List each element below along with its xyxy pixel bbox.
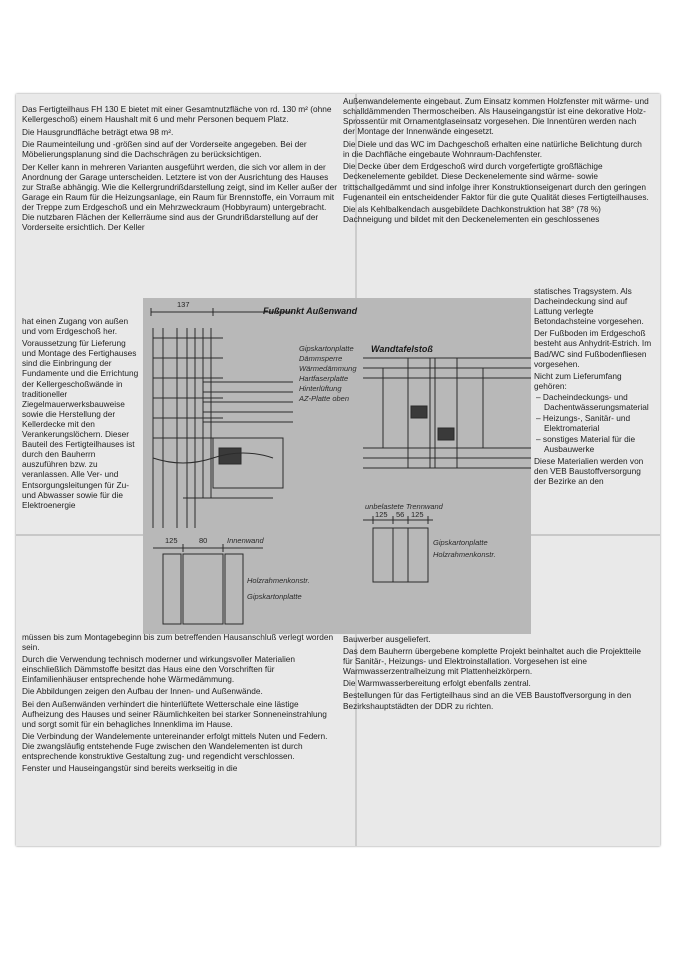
left-column	[22, 104, 340, 235]
scope-item: – Dacheindeckungs- und Dachentwässerungsmaterial	[536, 391, 649, 413]
label-partition-frame: Holzrahmenkonstr.	[433, 550, 496, 559]
ceiling-paragraph: Die Decke über dem Erdgeschoß wird durch vorgefertigte großflächige Deckenelemente gebildet. Diese Deckenelemente sind wärme- sowie trittschallgedämmt und sind infolge ihrer Konstruktionseigenart durch den geringen Fugenanteil ein entscheidender Faktor für die gute Qualität dieses Fertigteilhauses.	[343, 161, 649, 202]
dim-partition-2: 56	[396, 510, 405, 519]
insulation-text: Durch die Verwendung technisch moderner und wirkungsvoller Materialien einschließlich Dämmstoffe besitzt das Haus eine den Vorschriften für Einfamilienhäuser entsprechende hohe Wärmedämmung.	[22, 654, 296, 685]
title-inner-wall: Innenwand	[227, 536, 264, 545]
windows-paragraph: Außenwandelemente eingebaut. Zum Einsatz kommen Holzfenster mit wärme- und schalldämmenden Thermoscheiben. Als Hauseingangstür ist eine dekorative Holz-Sprossentür mit Ornamentglaseinsatz vorgesehen. Die Innentüren werden nach der Montage der Innenwände eingesetzt.	[343, 96, 649, 137]
prerequisites-text: Voraussetzung für Lieferung und Montage des Fertighauses sind die Einbringung der Fundamente und die Errichtung der Kellergeschoßwände in traditioneller Ziegelmauerwerksbauweise sowie die Herstellung der Kellerdecke mit den Verankerungslöchern. Dieser Bauteil des Fertigteilhauses ist durch den Bauherrn auszuführen bzw. zu veranlassen. Alle Ver- und Entsorgungsleitungen für Zu- und Abwasser sowie für die Elektroenergie	[22, 338, 139, 510]
supply-text: Diese Materialien werden von den VEB Baustoffversorgung der Bezirke an den	[534, 455, 644, 486]
dim-partition-3: 125	[411, 510, 424, 519]
title-partition: unbelastete Trennwand	[365, 502, 443, 511]
label-partition-gypsum: Gipskartonplatte	[433, 538, 488, 547]
bottom-right-column	[343, 634, 649, 713]
narrow-left-column	[22, 316, 140, 512]
dim-inner-2: 80	[199, 536, 208, 545]
bottom-left-column	[22, 632, 340, 775]
title-panel-joint: Wandtafelstoß	[371, 344, 433, 354]
floor-area-paragraph: Die Hausgrundfläche beträgt etwa 98 m².	[22, 126, 174, 137]
joints-text: Die Verbindung der Wandelemente untereinander erfolgt mittels Nuten und Federn. Die zwangsläufig entstehende Fuge zwischen den Wandelementen ist durch entsprechende konstruktive Gestaltung zug- und regendicht verschlossen.	[22, 730, 328, 762]
label-vapor-barrier: Dämmsperre	[299, 354, 343, 363]
floor-text: Der Fußboden im Erdgeschoß besteht aus Anhydrit-Estrich. Im Bad/WC sind Fußbodenfliesen vorgesehen.	[534, 328, 652, 369]
label-ventilation: Hinterlüftung	[299, 384, 342, 393]
intro-paragraph: Das Fertigteilhaus FH 130 E bietet mit einer Gesamtnutzfläche von rd. 130 m² (ohne Kellergeschoß) einem Haushalt mit 6 und mehr Personen bequem Platz.	[22, 104, 332, 125]
dim-partition-1: 125	[375, 510, 388, 519]
room-layout-paragraph: Die Raumeinteilung und -größen sind auf der Vorderseite angegeben. Bei der Möbelierungsplanung sind die Dachschrägen zu berücksichtigen.	[22, 139, 307, 160]
narrow-right-column	[534, 286, 654, 488]
scope-item: – sonstiges Material für die Ausbauwerke	[536, 434, 636, 455]
roofing-text: statisches Tragsystem. Als Dacheindeckung sind auf Lattung verlegte Betondachsteine vorgesehen.	[534, 286, 644, 327]
roof-paragraph: Die als Kehlbalkendach ausgebildete Dachkonstruktion hat 38° (78 %) Dachneigung und bildet mit den Deckenelementen ein geschlossenes	[343, 204, 601, 225]
label-az-plate: AZ-Platte oben	[299, 394, 350, 403]
dim-137: 137	[177, 300, 190, 309]
title-foot-outer-wall: Fußpunkt Außenwand	[263, 306, 358, 316]
document-page	[16, 94, 660, 846]
label-hardboard: Hartfaserplatte	[299, 374, 349, 383]
outer-walls-text: Bei den Außenwänden verhindert die hinterlüftete Wetterschale eine lästige Aufheizung des Hauses und seiner Räumlichkeiten bei starker Sonneneinstrahlung und sorgt somit für ein behagliches Innenklima im Hause.	[22, 698, 327, 729]
label-insulation: Wärmedämmung	[299, 364, 357, 373]
scope-item: – Heizungs-, Sanitär- und Elektromaterial	[536, 413, 631, 434]
cellar-paragraph: Der Keller kann in mehreren Varianten ausgeführt werden, die sich vor allem in der Anordnung der Garage unterscheiden. Letztere ist von der Ausrichtung des Hauses zur Straße abhängig. Wie die Kellergrundrißdarstellung zeigt, sind im Keller außer der Garage ein Raum für die Heizungsanlage, ein Raum für Brennstoffe, ein Vorraum mit der Treppe zum Erdgeschoß und ein Mehrzweckraum (Hobbyraum) untergebracht. Die nutzbaren Flächen der Kellerräume sind aus der Grundrißdarstellung auf der Vorderseite ersichtlich. Der Keller	[22, 161, 337, 233]
project-text: Das dem Bauherrn übergebene komplette Projekt beinhaltet auch die Projektteile für Sanitär-, Heizungs- und Elektroinstallation. Vorgesehen ist eine Warmwasserzentralheizung mit Plattenheizkörpern.	[343, 646, 641, 677]
orders-text: Bestellungen für das Fertigteilhaus sind an die VEB Baustoffversorgung in den Bezirkshauptstädten der DDR zu richten.	[343, 690, 632, 711]
attic-light-paragraph: Die Diele und das WC im Dachgeschoß erhalten eine natürliche Belichtung durch in die Dachfläche eingebaute Wohnraum-Dachfenster.	[343, 138, 642, 159]
connections-text: müssen bis zum Montagebeginn bis zum betreffenden Hausanschluß verlegt worden sein.	[22, 632, 334, 653]
dim-inner-1: 125	[165, 536, 178, 545]
label-gypsum: Gipskartonplatte	[299, 344, 354, 353]
windows-continued-text: Fenster und Hauseingangstür sind bereits werkseitig in die	[22, 763, 238, 774]
figures-text: Die Abbildungen zeigen den Aufbau der Innen- und Außenwände.	[22, 686, 263, 697]
wall-construction-drawing	[143, 298, 531, 634]
scope-intro: Nicht zum Lieferumfang gehören:	[534, 370, 622, 391]
delivery-text: Bauwerber ausgeliefert.	[343, 634, 431, 644]
label-inner-gypsum: Gipskartonplatte	[247, 592, 302, 601]
cellar-access-text: hat einen Zugang von außen und vom Erdgeschoß her.	[22, 316, 129, 337]
right-column	[343, 96, 649, 227]
label-inner-frame: Holzrahmenkonstr.	[247, 576, 310, 585]
hot-water-text: Die Warmwasserbereitung erfolgt ebenfalls zentral.	[343, 678, 531, 689]
scope-list	[534, 392, 654, 455]
